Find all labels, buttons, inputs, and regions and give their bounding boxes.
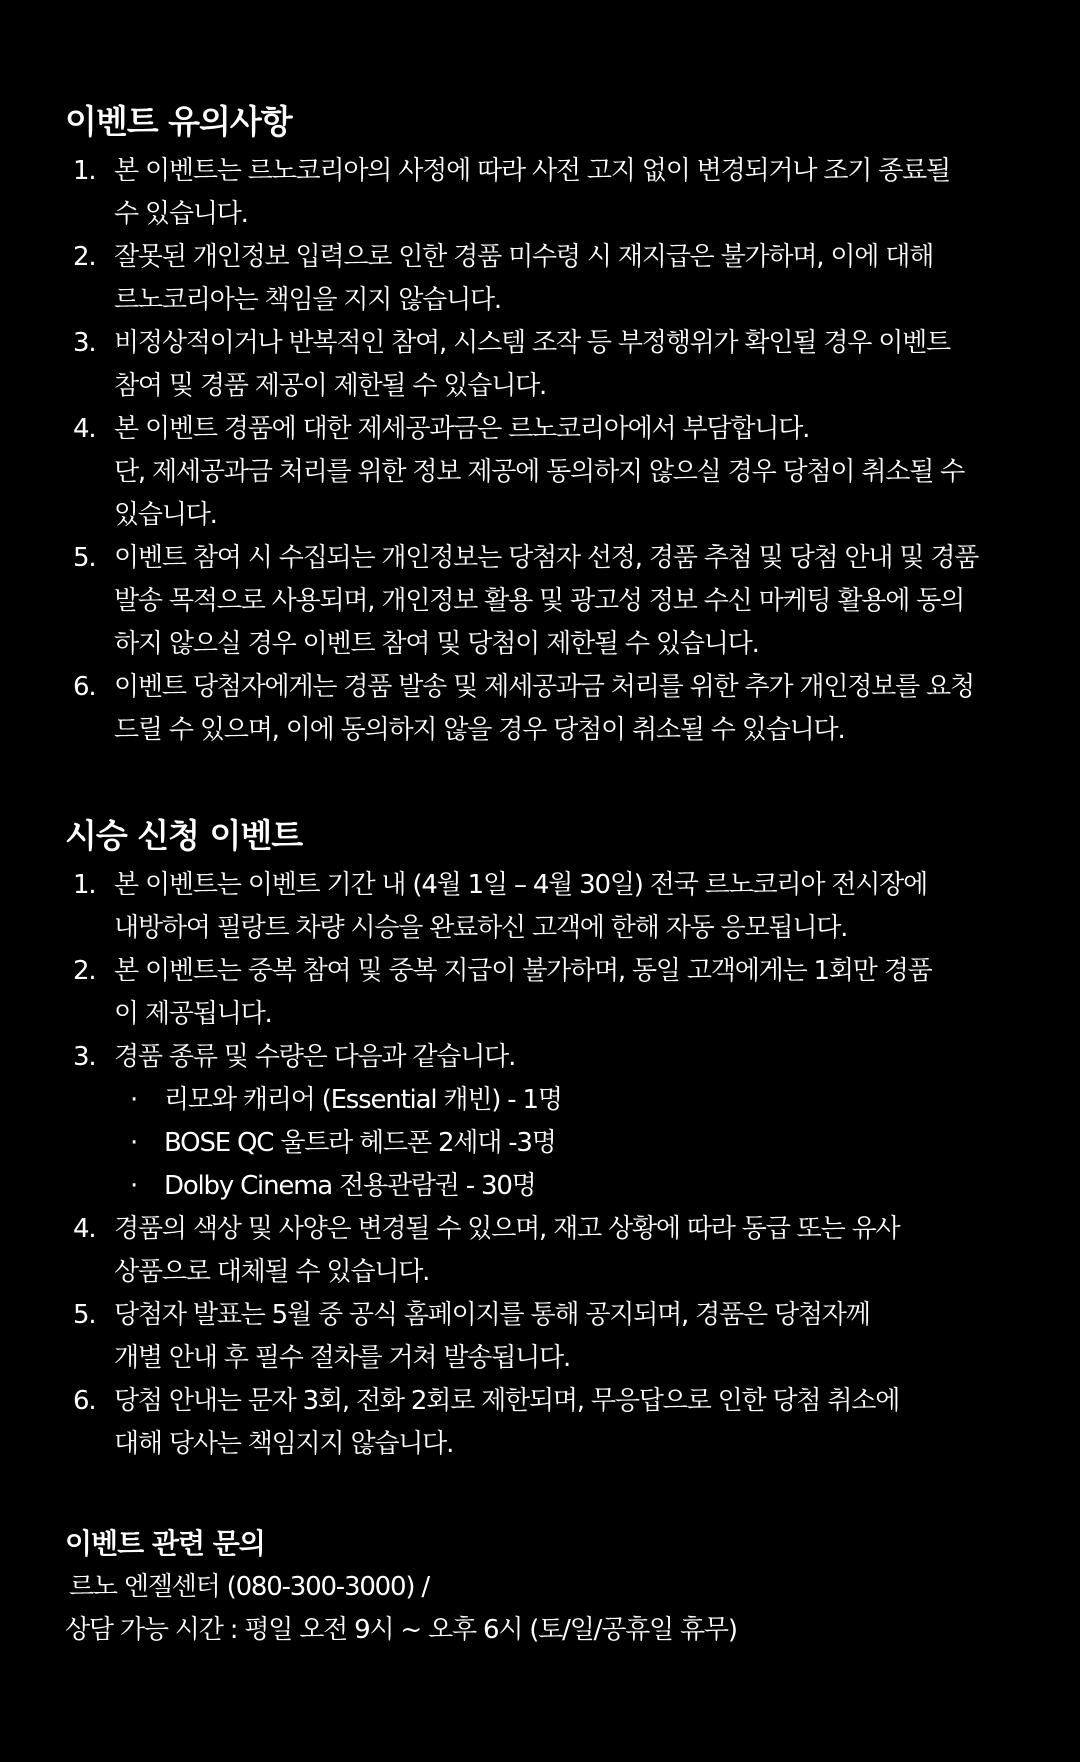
trial-item-text: 경품 종류 및 수량은 다음과 같습니다. [114,1042,516,1072]
bullet-icon: · [130,1128,138,1158]
notice-item-number: 6. [73,672,96,702]
test-drive-event-title: 시승 신청 이벤트 [65,816,303,855]
notice-item-number: 3. [73,328,96,358]
bullet-icon: · [130,1171,138,1201]
notice-item-text: 본 이벤트는 르노코리아의 사정에 따라 사전 고지 없이 변경되거나 조기 종료될 수 있습니다. [114,156,950,229]
notice-item-6 [65,666,1040,752]
event-notices-list [65,150,1040,752]
trial-item-number: 2. [73,956,96,986]
prize-item [114,1122,1040,1165]
prize-item-text: Dolby Cinema 전용관람권 - 30명 [164,1171,536,1201]
trial-item-text: 본 이벤트는 중복 참여 및 중복 지급이 불가하며, 동일 고객에게는 1회만 경품 이 제공됩니다. [114,956,932,1029]
inquiry-section [65,1522,1040,1652]
trial-item-1 [65,864,1040,950]
trial-item-4 [65,1208,1040,1294]
notice-item-number: 5. [73,543,96,573]
notice-item-1 [65,150,1040,236]
trial-item-6 [65,1380,1040,1466]
prize-item-text: 리모와 캐리어 (Essential 캐빈) - 1명 [164,1085,562,1115]
test-drive-event-section [65,812,1040,1466]
notice-item-3 [65,322,1040,408]
trial-item-5 [65,1294,1040,1380]
notice-item-text: 이벤트 참여 시 수집되는 개인정보는 당첨자 선정, 경품 추첨 및 당첨 안내 및 경품 발송 목적으로 사용되며, 개인정보 활용 및 광고성 정보 수신 마케팅 활용에 동의 하지 않으실 경우 이벤트 참여 및 당첨이 제한될 수 있습니다. [114,543,979,659]
trial-item-number: 1. [73,870,96,900]
prize-list [114,1079,1040,1208]
notice-item-text: 본 이벤트 경품에 대한 제세공과금은 르노코리아에서 부담합니다. 단, 제세공과금 처리를 위한 정보 제공에 동의하지 않으실 경우 당첨이 취소될 수 있습니다. [114,414,965,530]
event-notices-section [65,98,1040,752]
prize-item-text: BOSE QC 울트라 헤드폰 2세대 -3명 [164,1128,556,1158]
notice-item-number: 4. [73,414,96,444]
trial-item-text: 당첨 안내는 문자 3회, 전화 2회로 제한되며, 무응답으로 인한 당첨 취소에 대해 당사는 책임지지 않습니다. [114,1386,900,1459]
inquiry-contact: 르노 엔젤센터 (080-300-3000) / [69,1572,429,1602]
event-notices-title: 이벤트 유의사항 [65,102,292,141]
trial-item-number: 3. [73,1042,96,1072]
trial-item-2 [65,950,1040,1036]
notice-item-text: 잘못된 개인정보 입력으로 인한 경품 미수령 시 재지급은 불가하며, 이에 대해 르노코리아는 책임을 지지 않습니다. [114,242,934,315]
trial-item-number: 4. [73,1214,96,1244]
trial-item-text: 경품의 색상 및 사양은 변경될 수 있으며, 재고 상황에 따라 동급 또는 유사 상품으로 대체될 수 있습니다. [114,1214,900,1287]
trial-item-text: 당첨자 발표는 5월 중 공식 홈페이지를 통해 공지되며, 경품은 당첨자께 개별 안내 후 필수 절차를 거쳐 발송됩니다. [114,1300,870,1373]
notice-item-number: 1. [73,156,96,186]
trial-item-3 [65,1036,1040,1208]
trial-item-text: 본 이벤트는 이벤트 기간 내 (4월 1일 – 4월 30일) 전국 르노코리아 전시장에 내방하여 필랑트 차량 시승을 완료하신 고객에 한해 자동 응모됩니다. [114,870,927,943]
notice-item-4 [65,408,1040,537]
notice-item-5 [65,537,1040,666]
test-drive-event-list [65,864,1040,1466]
trial-item-number: 6. [73,1386,96,1416]
inquiry-title: 이벤트 관련 문의 [65,1527,265,1560]
notice-item-2 [65,236,1040,322]
trial-item-number: 5. [73,1300,96,1330]
prize-item [114,1165,1040,1208]
notice-item-text: 이벤트 당첨자에게는 경품 발송 및 제세공과금 처리를 위한 추가 개인정보를 요청 드릴 수 있으며, 이에 동의하지 않을 경우 당첨이 취소될 수 있습니다. [114,672,974,745]
inquiry-hours: 상담 가능 시간 : 평일 오전 9시 ~ 오후 6시 (토/일/공휴일 휴무) [65,1615,737,1645]
prize-item [114,1079,1040,1122]
notice-item-number: 2. [73,242,96,272]
notice-item-text: 비정상적이거나 반복적인 참여, 시스템 조작 등 부정행위가 확인될 경우 이벤트 참여 및 경품 제공이 제한될 수 있습니다. [114,328,950,401]
bullet-icon: · [130,1085,138,1115]
